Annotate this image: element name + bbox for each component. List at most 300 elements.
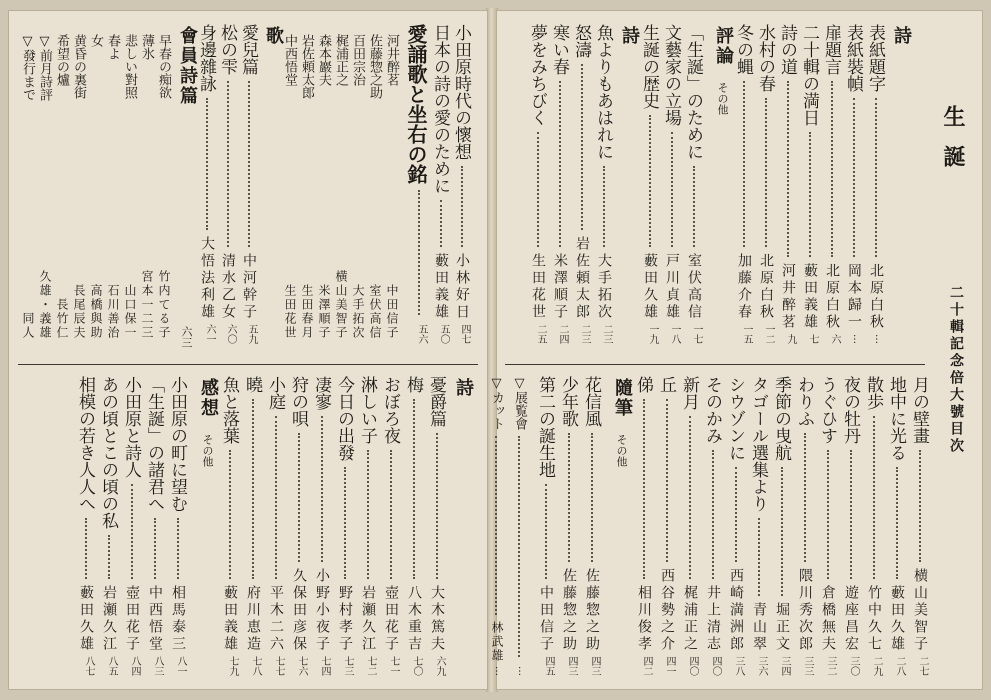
contents-sub-entry xyxy=(300,34,313,340)
entry-author: 平木二六 xyxy=(268,585,284,653)
entry-author: 倉橋無夫 xyxy=(820,585,836,653)
contents-entry xyxy=(887,376,904,676)
entry-title: 怒濤 xyxy=(571,24,591,58)
contents-entry xyxy=(122,376,139,676)
entry-author: 戸川貞雄 xyxy=(664,253,680,321)
entry-title: 二十輯の満日 xyxy=(799,24,819,126)
entry-author: 岩佐頼太郎 xyxy=(574,236,590,321)
dotted-leader xyxy=(671,132,673,247)
entry-author: 岡本歸一 xyxy=(846,263,862,331)
entry-title: そのかみ xyxy=(702,376,722,444)
entry-author: 高橋與助 xyxy=(89,284,103,340)
section-heading xyxy=(260,26,286,46)
contents-entry xyxy=(662,24,679,344)
dotted-leader xyxy=(875,98,877,257)
dotted-leader xyxy=(367,450,369,579)
entry-page: 七八 xyxy=(250,656,261,676)
entry-title: 「生誕」のために xyxy=(683,24,703,160)
contents-entry xyxy=(550,24,567,344)
entry-page: 二七 xyxy=(917,656,928,676)
entry-title: 今日の出發 xyxy=(334,376,354,461)
contents-entry xyxy=(841,376,858,676)
dotted-leader xyxy=(229,450,231,579)
entry-page: 四三 xyxy=(566,656,577,676)
entry-page: 六一 xyxy=(204,324,215,344)
contents-entry xyxy=(99,376,116,676)
entry-author: 藪田義雄 xyxy=(222,585,238,653)
contents-entry xyxy=(431,24,448,344)
contents-sub-entry xyxy=(385,34,398,340)
entry-title: 松の雫 xyxy=(217,24,237,75)
contents-entry xyxy=(866,24,883,344)
contents-entry xyxy=(800,24,817,344)
entry-author: 室伏高信 xyxy=(686,253,702,321)
contents-entry xyxy=(528,24,545,344)
entry-page: 四一 xyxy=(664,656,675,676)
contents-sub-entry xyxy=(351,34,364,340)
entry-author: 同人 xyxy=(21,312,35,340)
contents-entry xyxy=(239,24,256,344)
section-title: 評論 xyxy=(713,26,734,66)
dotted-leader xyxy=(666,399,668,562)
dotted-leader xyxy=(461,166,463,247)
entry-page: 八五 xyxy=(106,656,117,676)
entry-title: 百田宗治 xyxy=(350,34,365,86)
contents-sub-entry xyxy=(157,34,170,340)
contents-entry xyxy=(594,24,611,344)
entry-title: 相模の若き人人へ xyxy=(75,376,95,512)
entry-author: 藪田久雄 xyxy=(642,253,658,321)
contents-entry xyxy=(684,24,701,344)
entry-author: 藪田義雄 xyxy=(433,253,449,321)
dotted-leader xyxy=(418,190,420,315)
entry-author: 北原白秋 xyxy=(758,253,774,321)
entry-page: 八三 xyxy=(152,656,163,676)
entry-title: あの頃とこの頃の私 xyxy=(98,376,118,529)
contents-sub-entry xyxy=(368,34,381,340)
dotted-leader xyxy=(298,433,300,562)
contents-entry xyxy=(490,376,503,676)
entry-author: 室伏高信 xyxy=(368,284,382,340)
dotted-leader xyxy=(390,450,392,579)
entry-author: 中田信子 xyxy=(538,585,554,653)
entry-page: 六〇 xyxy=(225,324,236,344)
dotted-leader xyxy=(248,81,250,247)
entry-title: 佐藤惣之助 xyxy=(367,34,382,99)
entry-title: ▽發行まで xyxy=(20,34,35,101)
section-subtitle xyxy=(714,82,730,115)
dotted-leader xyxy=(154,518,156,579)
entry-author: 竹中久七 xyxy=(866,585,882,653)
contents-sub-entry xyxy=(140,34,153,340)
entry-author: 長尾辰夫 xyxy=(72,284,86,340)
section-heading xyxy=(174,26,200,106)
entry-author: 石川善治 xyxy=(106,284,120,340)
contents-sub-entry xyxy=(123,34,136,340)
dotted-leader xyxy=(568,433,570,562)
dotted-leader xyxy=(809,132,811,257)
entry-author: 八木重吉 xyxy=(406,585,422,653)
dotted-leader xyxy=(108,535,110,579)
contents-entry xyxy=(726,376,743,676)
contents-sub-entry xyxy=(55,34,68,340)
entry-title: 梅 xyxy=(403,376,423,393)
entry-author: 山口保一 xyxy=(123,284,137,340)
dotted-leader xyxy=(440,200,442,247)
entry-title: 地中に光る xyxy=(886,376,906,461)
entry-page: 八四 xyxy=(129,656,140,676)
page-number xyxy=(178,326,194,348)
entry-title: 扉題言 xyxy=(821,24,841,75)
entry-author: 大木篤夫 xyxy=(429,585,445,653)
entry-title: 愛兒篇 xyxy=(238,24,258,75)
entry-author: 生田花世 xyxy=(530,253,546,321)
entry-title: 小庭 xyxy=(265,376,285,410)
entry-page: 三二 xyxy=(825,656,836,676)
contents-sub-entry xyxy=(317,34,330,340)
entry-author: 井上清志 xyxy=(705,585,721,653)
dotted-leader xyxy=(787,81,789,257)
entry-author: 佐藤惣之助 xyxy=(561,568,577,653)
dotted-leader xyxy=(873,416,875,579)
contents-entry xyxy=(864,376,881,676)
entry-author: 久雄・義雄 xyxy=(38,270,52,340)
entry-page: 八七 xyxy=(83,656,94,676)
entry-page: 六 xyxy=(829,334,840,344)
dotted-leader xyxy=(689,416,691,579)
contents-entry xyxy=(657,376,674,676)
dotted-leader xyxy=(649,115,651,247)
entry-title: 水村の春 xyxy=(755,24,775,92)
entry-author: 久保田彦保 xyxy=(291,568,307,653)
entry-title: シウゾンに xyxy=(725,376,745,461)
entry-author: 大悟法利雄 xyxy=(199,236,215,321)
contents-entry xyxy=(536,376,553,676)
section-title: 歌 xyxy=(263,26,284,46)
entry-title: 凄寥 xyxy=(311,376,331,410)
contents-entry xyxy=(818,376,835,676)
entry-page: 二三 xyxy=(601,324,612,344)
entry-title: おぼろ夜 xyxy=(380,376,400,444)
contents-feature-entry xyxy=(406,24,426,344)
contents-entry xyxy=(220,376,237,676)
dotted-leader xyxy=(344,467,346,579)
entry-title: 夜の牡丹 xyxy=(840,376,860,444)
dotted-leader xyxy=(896,467,898,579)
contents-entry xyxy=(680,376,697,676)
entry-author: 岩瀬久江 xyxy=(101,585,117,653)
entry-title: ▽前月詩評 xyxy=(37,34,52,101)
section-heading xyxy=(616,26,642,46)
entry-author: 大手拓次 xyxy=(596,253,612,321)
contents-entry xyxy=(266,376,283,676)
entry-author: 米澤順子 xyxy=(552,253,568,321)
section-title: 詩 xyxy=(453,378,474,398)
section-subtitle-text: その他 xyxy=(615,434,628,467)
dotted-leader xyxy=(712,450,714,579)
dotted-leader xyxy=(206,98,208,230)
entry-title: 小田原の町に望む xyxy=(167,376,187,512)
entry-author: 宮本一二三 xyxy=(140,270,154,340)
entry-author: 河井醉茗 xyxy=(780,263,796,331)
entry-page: 二九 xyxy=(871,656,882,676)
entry-title: 薄氷 xyxy=(139,34,154,60)
dotted-leader xyxy=(831,81,833,257)
entry-page: 一九 xyxy=(647,324,658,344)
entry-page: 七三 xyxy=(342,656,353,676)
dotted-leader xyxy=(827,450,829,579)
entry-title: 中西悟堂 xyxy=(282,34,297,86)
entry-page: 一七 xyxy=(691,324,702,344)
entry-title: 花信風 xyxy=(581,376,601,427)
entry-author: 横山美智子 xyxy=(334,270,348,340)
entry-author: 米澤順子 xyxy=(317,284,331,340)
entry-page: … xyxy=(851,334,862,344)
entry-author: 堀正文 xyxy=(774,602,790,653)
dotted-leader xyxy=(436,433,438,579)
section-subtitle xyxy=(199,434,215,467)
dotted-leader xyxy=(693,166,695,247)
entry-title: 黄昏の裏街 xyxy=(71,34,86,99)
page-number-text: 六三 xyxy=(180,326,193,348)
entry-title: 新月 xyxy=(679,376,699,410)
entry-page: 七九 xyxy=(227,656,238,676)
contents-entry xyxy=(289,376,306,676)
contents-entry xyxy=(381,376,398,676)
dotted-leader xyxy=(495,436,497,615)
entry-title: 曉 xyxy=(242,376,262,393)
entry-author: 遊座昌宏 xyxy=(843,585,859,653)
contents-entry xyxy=(844,24,861,344)
entry-title: 狩の唄 xyxy=(288,376,308,427)
dotted-leader xyxy=(321,416,323,562)
entry-page: 四〇 xyxy=(710,656,721,676)
contents-sub-entry xyxy=(72,34,85,340)
contents-sub-entry xyxy=(38,34,51,340)
entry-title: 日本の詩の愛のために xyxy=(430,24,450,194)
section-heading xyxy=(450,378,476,398)
entry-page: 四五 xyxy=(543,656,554,676)
entry-title: 春よ xyxy=(105,34,120,60)
entry-title: 第二の誕生地 xyxy=(535,376,555,478)
entry-title: 早春の痴欲 xyxy=(156,34,171,99)
entry-author: 中河幹子 xyxy=(241,253,257,321)
entry-title: 身邊雜詠 xyxy=(196,24,216,92)
entry-author: 梶浦正之 xyxy=(682,585,698,653)
entry-page: 六九 xyxy=(434,656,445,676)
entry-author: 相川俊孝 xyxy=(636,585,652,653)
entry-page: 八一 xyxy=(175,656,186,676)
contents-entry xyxy=(910,376,927,676)
section-title: 詩 xyxy=(619,26,640,46)
entry-author: 野村孝子 xyxy=(337,585,353,653)
entry-title: ▽カット xyxy=(489,376,504,430)
dotted-leader xyxy=(131,484,133,579)
entry-author: 小野小夜子 xyxy=(314,568,330,653)
dotted-leader xyxy=(603,166,605,247)
entry-page: 三〇 xyxy=(848,656,859,676)
entry-title: 小田原と詩人 xyxy=(121,376,141,478)
contents-entry xyxy=(427,376,444,676)
entry-page: 七六 xyxy=(296,656,307,676)
entry-title: 表紙裝幀 xyxy=(843,24,863,92)
entry-author: 青山翠 xyxy=(751,602,767,653)
section-heading xyxy=(195,378,221,418)
entry-page: 七 xyxy=(807,334,818,344)
entry-page: 二八 xyxy=(894,656,905,676)
contents-entry xyxy=(452,24,469,344)
entry-title: 丘 xyxy=(656,376,676,393)
contents-entry xyxy=(734,24,751,344)
entry-author: 隈川秀次郎 xyxy=(797,568,813,653)
entry-page: 七四 xyxy=(319,656,330,676)
entry-author: 北原白秋 xyxy=(868,263,884,331)
entry-author: 西崎満洲郎 xyxy=(728,568,744,653)
entry-title: うぐひす xyxy=(817,376,837,444)
section-heading xyxy=(888,26,914,46)
entry-title: 「生誕」の諸君へ xyxy=(144,376,164,512)
entry-author: 藪田久雄 xyxy=(78,585,94,653)
entry-title: 散歩 xyxy=(863,376,883,410)
contents-sub-entry xyxy=(106,34,119,340)
contents-entry xyxy=(145,376,162,676)
contents-entry xyxy=(572,24,589,344)
dotted-leader xyxy=(559,81,561,247)
contents-sub-entry xyxy=(21,34,34,340)
entry-author: 北原白秋 xyxy=(824,263,840,331)
entry-title: 淋しい子 xyxy=(357,376,377,444)
entry-author: 加藤介春 xyxy=(736,253,752,321)
dotted-leader xyxy=(743,81,745,247)
section-subtitle-text: その他 xyxy=(201,434,214,467)
entry-title: 季節の曳航 xyxy=(771,376,791,461)
feature-title: 愛誦歌と坐右の銘 xyxy=(404,24,428,184)
entry-title: 希望の爐 xyxy=(54,34,69,86)
entry-author: 中西悟堂 xyxy=(147,585,163,653)
entry-title: 河井醉茗 xyxy=(384,34,399,86)
entry-page: 一五 xyxy=(741,324,752,344)
entry-author: 岩瀬久江 xyxy=(360,585,376,653)
entry-author: 大手拓次 xyxy=(351,284,365,340)
entry-page: … xyxy=(493,666,504,676)
entry-page: 四三 xyxy=(589,656,600,676)
contents-entry xyxy=(634,376,651,676)
dotted-leader xyxy=(853,98,855,257)
entry-title: 小田原時代の懷想 xyxy=(451,24,471,160)
contents-sub-entry xyxy=(89,34,102,340)
contents-entry xyxy=(640,24,657,344)
entry-page: 七七 xyxy=(273,656,284,676)
contents-entry xyxy=(772,376,789,676)
contents-sub-entry xyxy=(334,34,347,340)
contents-entry xyxy=(795,376,812,676)
dotted-leader xyxy=(252,399,254,579)
entry-page: … xyxy=(873,334,884,344)
entry-page: 五九 xyxy=(246,324,257,344)
dotted-leader xyxy=(227,81,229,247)
entry-title: タゴール選集より xyxy=(748,376,768,512)
dotted-leader xyxy=(413,399,415,579)
contents-entry xyxy=(243,376,260,676)
contents-entry xyxy=(778,24,795,344)
entry-title: 少年歌 xyxy=(558,376,578,427)
entry-page: 三四 xyxy=(779,656,790,676)
section-title: 感想 xyxy=(198,378,219,418)
contents-sub-entry xyxy=(283,34,296,340)
entry-page: 九 xyxy=(785,334,796,344)
entry-author: 藪田義雄 xyxy=(802,263,818,331)
entry-title: 森本巖夫 xyxy=(316,34,331,86)
dotted-leader xyxy=(545,484,547,579)
contents-entry xyxy=(559,376,576,676)
entry-author: 横山美智子 xyxy=(912,568,928,653)
entry-page: 七一 xyxy=(388,656,399,676)
entry-title: わりふ xyxy=(794,376,814,427)
entry-page: 四七 xyxy=(459,324,470,344)
entry-author: 生田花世 xyxy=(283,284,297,340)
entry-title: 文藝家の立場 xyxy=(661,24,681,126)
entry-title: 悲しい對照 xyxy=(122,34,137,99)
entry-page: 二五 xyxy=(535,324,546,344)
entry-page: 一二 xyxy=(763,324,774,344)
section-heading xyxy=(710,26,736,66)
page-subtitle: 二十輯記念倍大號目次 xyxy=(948,285,964,455)
entry-title: 魚よりもあはれに xyxy=(593,24,613,160)
entry-author: 生田春月 xyxy=(300,284,314,340)
entry-author: 林武雄 xyxy=(490,621,504,663)
entry-title: 梶浦正之 xyxy=(333,34,348,86)
entry-author: 小林好日 xyxy=(454,253,470,321)
entry-title: 岩佐頼太郎 xyxy=(299,34,314,99)
entry-author: 竹内てる子 xyxy=(157,270,171,340)
dotted-leader xyxy=(919,450,921,562)
entry-page: 四二 xyxy=(641,656,652,676)
contents-entry xyxy=(76,376,93,676)
contents-entry xyxy=(312,376,329,676)
contents-entry xyxy=(404,376,421,676)
contents-entry xyxy=(582,376,599,676)
entry-page: 三六 xyxy=(756,656,767,676)
entry-author: 藪田久雄 xyxy=(889,585,905,653)
entry-author: 清水乙女 xyxy=(220,253,236,321)
entry-page: 四〇 xyxy=(687,656,698,676)
entry-title: 憂爵篇 xyxy=(426,376,446,427)
dotted-leader xyxy=(581,64,583,230)
entry-author: 佐藤惣之助 xyxy=(584,568,600,653)
entry-author: 壺田花子 xyxy=(383,585,399,653)
section-subtitle xyxy=(613,434,629,467)
section-subtitle-text: その他 xyxy=(716,82,729,115)
entry-page: 二三 xyxy=(579,324,590,344)
entry-page: 五〇 xyxy=(438,324,449,344)
entry-author: 府川恵造 xyxy=(245,585,261,653)
entry-page: 七〇 xyxy=(411,656,422,676)
dotted-leader xyxy=(591,433,593,562)
section-title: 會員詩篇 xyxy=(177,26,198,106)
left-page-rule xyxy=(18,364,478,365)
entry-title: ▽展覧會 xyxy=(512,376,527,430)
dotted-leader xyxy=(804,433,806,562)
dotted-leader xyxy=(758,518,760,596)
dotted-leader xyxy=(643,399,645,579)
contents-entry xyxy=(358,376,375,676)
entry-author: 相馬泰三 xyxy=(170,585,186,653)
dotted-leader xyxy=(177,518,179,579)
entry-title: 俤 xyxy=(633,376,653,393)
entry-title: 女 xyxy=(88,34,103,47)
entry-page: 七二 xyxy=(365,656,376,676)
dotted-leader xyxy=(735,467,737,562)
